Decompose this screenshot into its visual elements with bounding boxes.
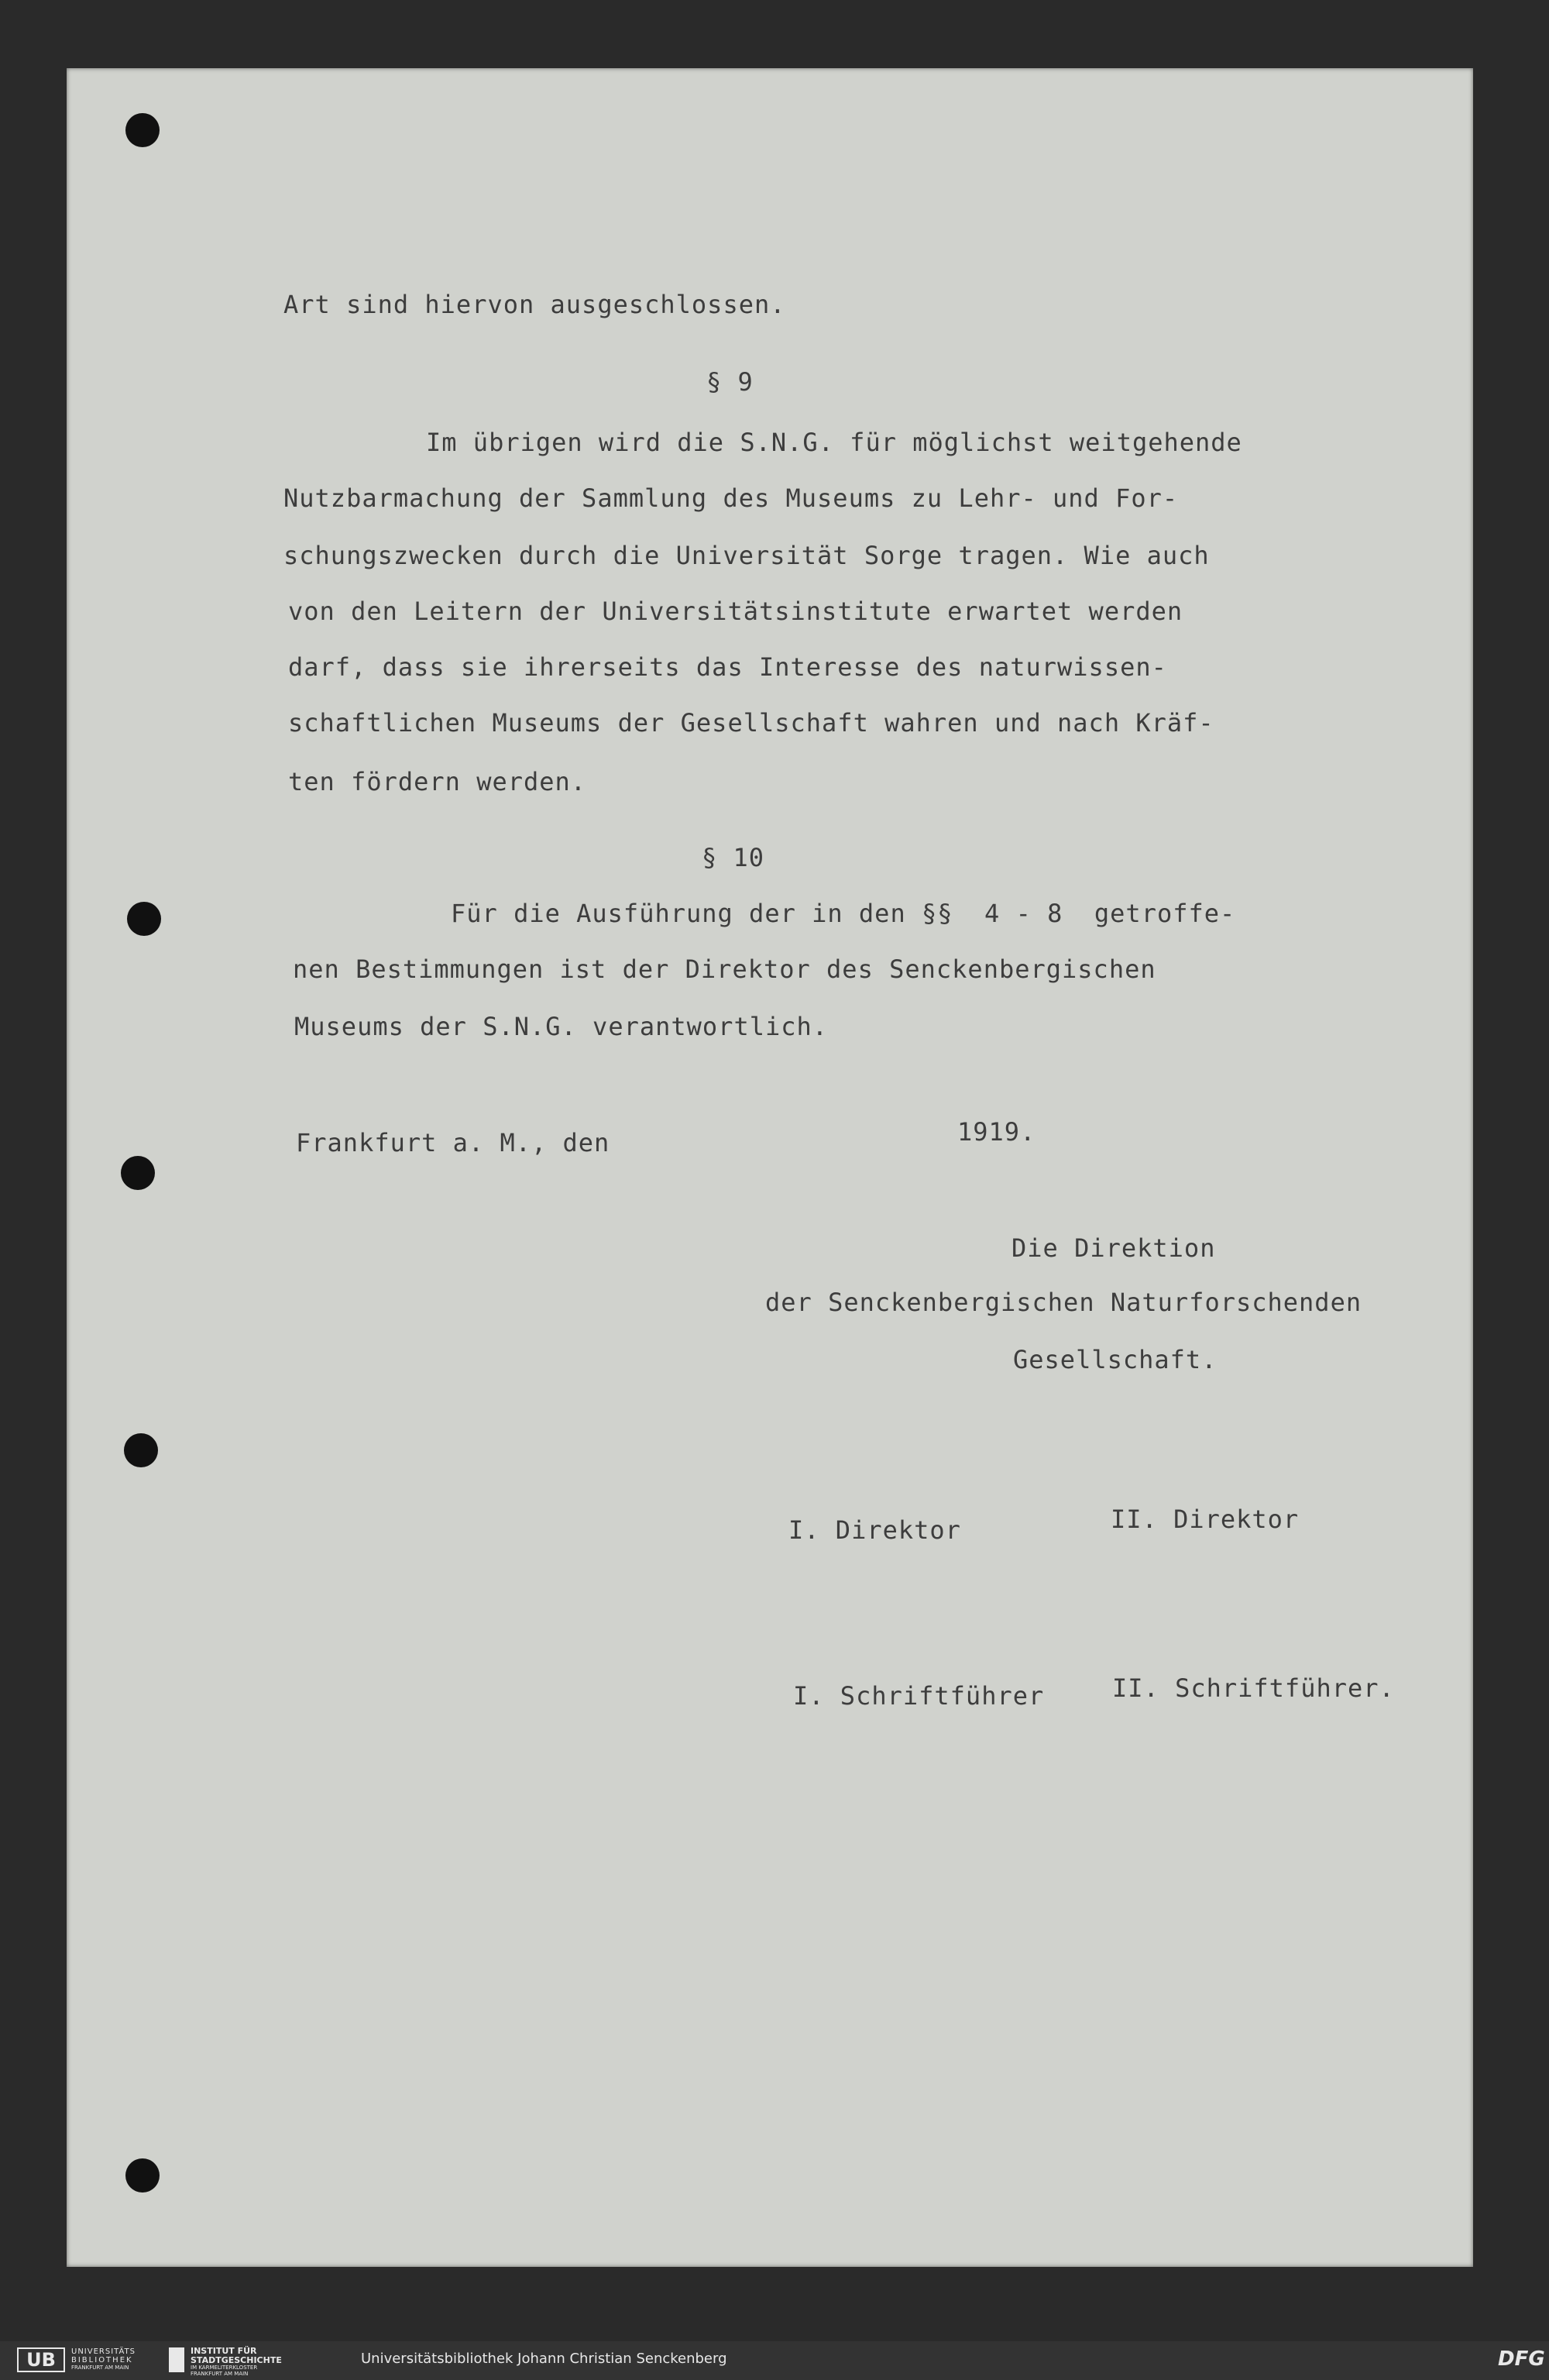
institute-logo-text: FRANKFURT AM MAIN <box>191 2371 249 2377</box>
signatory-role: I. Direktor <box>788 1515 961 1545</box>
signature-block-title: Die Direktion <box>1011 1233 1216 1263</box>
institute-logo-icon <box>169 2347 184 2372</box>
text-line: schungszwecken durch die Universität Sorge tragen. Wie auch <box>283 541 1210 570</box>
punch-hole <box>125 113 160 147</box>
signatory-role: I. Schriftführer <box>793 1681 1045 1711</box>
document-page <box>67 68 1473 2267</box>
signatory-role: II. Direktor <box>1111 1505 1300 1534</box>
library-name: Universitätsbibliothek Johann Christian Senckenberg <box>361 2351 727 2367</box>
section-heading: § 10 <box>702 843 765 872</box>
year-text: 1919. <box>957 1117 1036 1147</box>
ub-logo-text: FRANKFURT AM MAIN <box>71 2365 129 2371</box>
ub-logo: UB <box>17 2347 65 2372</box>
text-line: nen Bestimmungen ist der Direktor des Senckenbergischen <box>293 954 1156 984</box>
signatory-role: II. Schriftführer. <box>1112 1673 1395 1703</box>
text-line: darf, dass sie ihrerseits das Interesse des naturwissen- <box>288 652 1167 682</box>
text-line: Art sind hiervon ausgeschlossen. <box>283 290 786 319</box>
punch-hole <box>125 2158 160 2193</box>
institute-logo-text: STADTGESCHICHTE <box>191 2355 282 2365</box>
text-line: Für die Ausführung der in den §§ 4 - 8 getroffe- <box>451 899 1236 928</box>
text-line: Museums der S.N.G. verantwortlich. <box>294 1012 829 1041</box>
punch-hole <box>124 1433 158 1467</box>
ub-logo-text: BIBLIOTHEK <box>71 2356 133 2365</box>
text-line: schaftlichen Museums der Gesellschaft wahren und nach Kräf- <box>288 708 1214 738</box>
text-line: ten fördern werden. <box>288 767 587 796</box>
section-heading: § 9 <box>706 367 754 397</box>
institute-logo-text: INSTITUT FÜR <box>191 2346 257 2356</box>
ub-logo-text: UNIVERSITÄTS <box>71 2347 136 2356</box>
dfg-logo: DFG <box>1498 2347 1545 2371</box>
punch-hole <box>127 902 161 936</box>
text-line: Nutzbarmachung der Sammlung des Museums zu Lehr- und For- <box>283 483 1179 513</box>
place-date-line: Frankfurt a. M., den <box>296 1128 610 1157</box>
institute-logo-text: IM KARMELITERKLOSTER <box>191 2365 258 2371</box>
text-line: Im übrigen wird die S.N.G. für möglichst weitgehende <box>426 428 1242 457</box>
text-line: von den Leitern der Universitätsinstitute erwartet werden <box>288 597 1183 626</box>
signature-block-org: der Senckenbergischen Naturforschenden <box>765 1288 1362 1317</box>
punch-hole <box>121 1156 155 1190</box>
signature-block-org: Gesellschaft. <box>1013 1345 1218 1374</box>
